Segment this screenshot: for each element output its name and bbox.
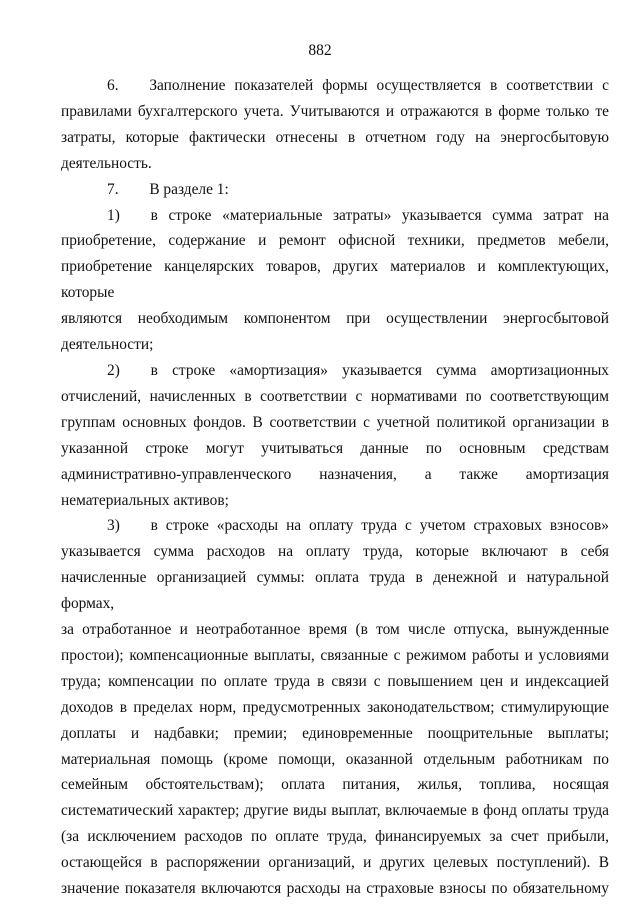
text-line: указывается сумма расходов на оплату труда, которые включают в себя — [61, 543, 609, 561]
paragraph — [61, 358, 609, 513]
text-line: значение показателя включаются расходы на страховые взносы по обязательному — [61, 880, 609, 898]
text-line: материальная помощь (кроме помощи, оказанной отдельным работникам по — [61, 750, 609, 768]
text-line: деятельности; — [61, 336, 154, 354]
document-body — [61, 73, 609, 902]
paragraph — [61, 177, 609, 203]
paragraph — [61, 73, 609, 177]
text-line: начисленные организацией суммы: оплата труда в денежной и натуральной формах, — [61, 569, 609, 613]
text-line: 2) в строке «амортизация» указывается сумма амортизационных — [107, 361, 609, 379]
text-line: семейным обстоятельствам); оплата питания, жилья, топлива, носящая — [61, 776, 609, 794]
text-line: за отработанное и неотработанное время (в том числе отпуска, вынужденные — [61, 621, 609, 639]
text-line: деятельность. — [61, 154, 152, 172]
text-line: нематериальных активов; — [61, 491, 229, 509]
text-line: приобретение, содержание и ремонт офисной техники, предметов мебели, — [61, 232, 609, 250]
text-line: доходов в пределах норм, предусмотренных законодательством; стимулирующие — [61, 698, 609, 716]
text-line: являются необходимым компонентом при осуществлении энергосбытовой — [61, 310, 609, 328]
text-line: доплаты и надбавки; премии; единовременные поощрительные выплаты; — [61, 724, 609, 742]
paragraph — [61, 203, 609, 358]
text-line: 1) в строке «материальные затраты» указывается сумма затрат на — [107, 206, 609, 224]
text-line: 3) в строке «расходы на оплату труда с учетом страховых взносов» — [107, 517, 609, 535]
text-line: простои); компенсационные выплаты, связанные с режимом работы и условиями — [61, 646, 609, 664]
text-line: остающейся в распоряжении организаций, и других целевых поступлений). В — [61, 854, 609, 872]
text-line: систематический характер; другие виды выплат, включаемые в фонд оплаты труда — [61, 802, 609, 820]
text-line: отчислений, начисленных в соответствии с нормативами по соответствующим — [61, 387, 609, 405]
text-line: затраты, которые фактически отнесены в отчетном году на энергосбытовую — [61, 128, 609, 146]
text-line: группам основных фондов. В соответствии с учетной политикой организации в — [61, 413, 609, 431]
text-line: 6. Заполнение показателей формы осуществляется в соответствии с — [107, 77, 609, 94]
text-line: указанной строке могут учитываться данные по основным средствам — [61, 439, 609, 457]
text-line: (за исключением расходов по оплате труда, финансируемых за счет прибыли, — [61, 828, 609, 846]
text-line: правилами бухгалтерского учета. Учитываются и отражаются в форме только те — [61, 102, 609, 120]
text-line: приобретение канцелярских товаров, других материалов и комплектующих, которые — [61, 258, 609, 302]
paragraph — [61, 513, 609, 902]
page-number: 882 — [308, 42, 332, 59]
text-line: административно-управленческого назначения, а также амортизация — [61, 465, 609, 483]
text-line: 7. В разделе 1: — [107, 180, 229, 198]
text-line: труда; компенсации по оплате труда в связи с повышением цен и индексацией — [61, 672, 609, 690]
